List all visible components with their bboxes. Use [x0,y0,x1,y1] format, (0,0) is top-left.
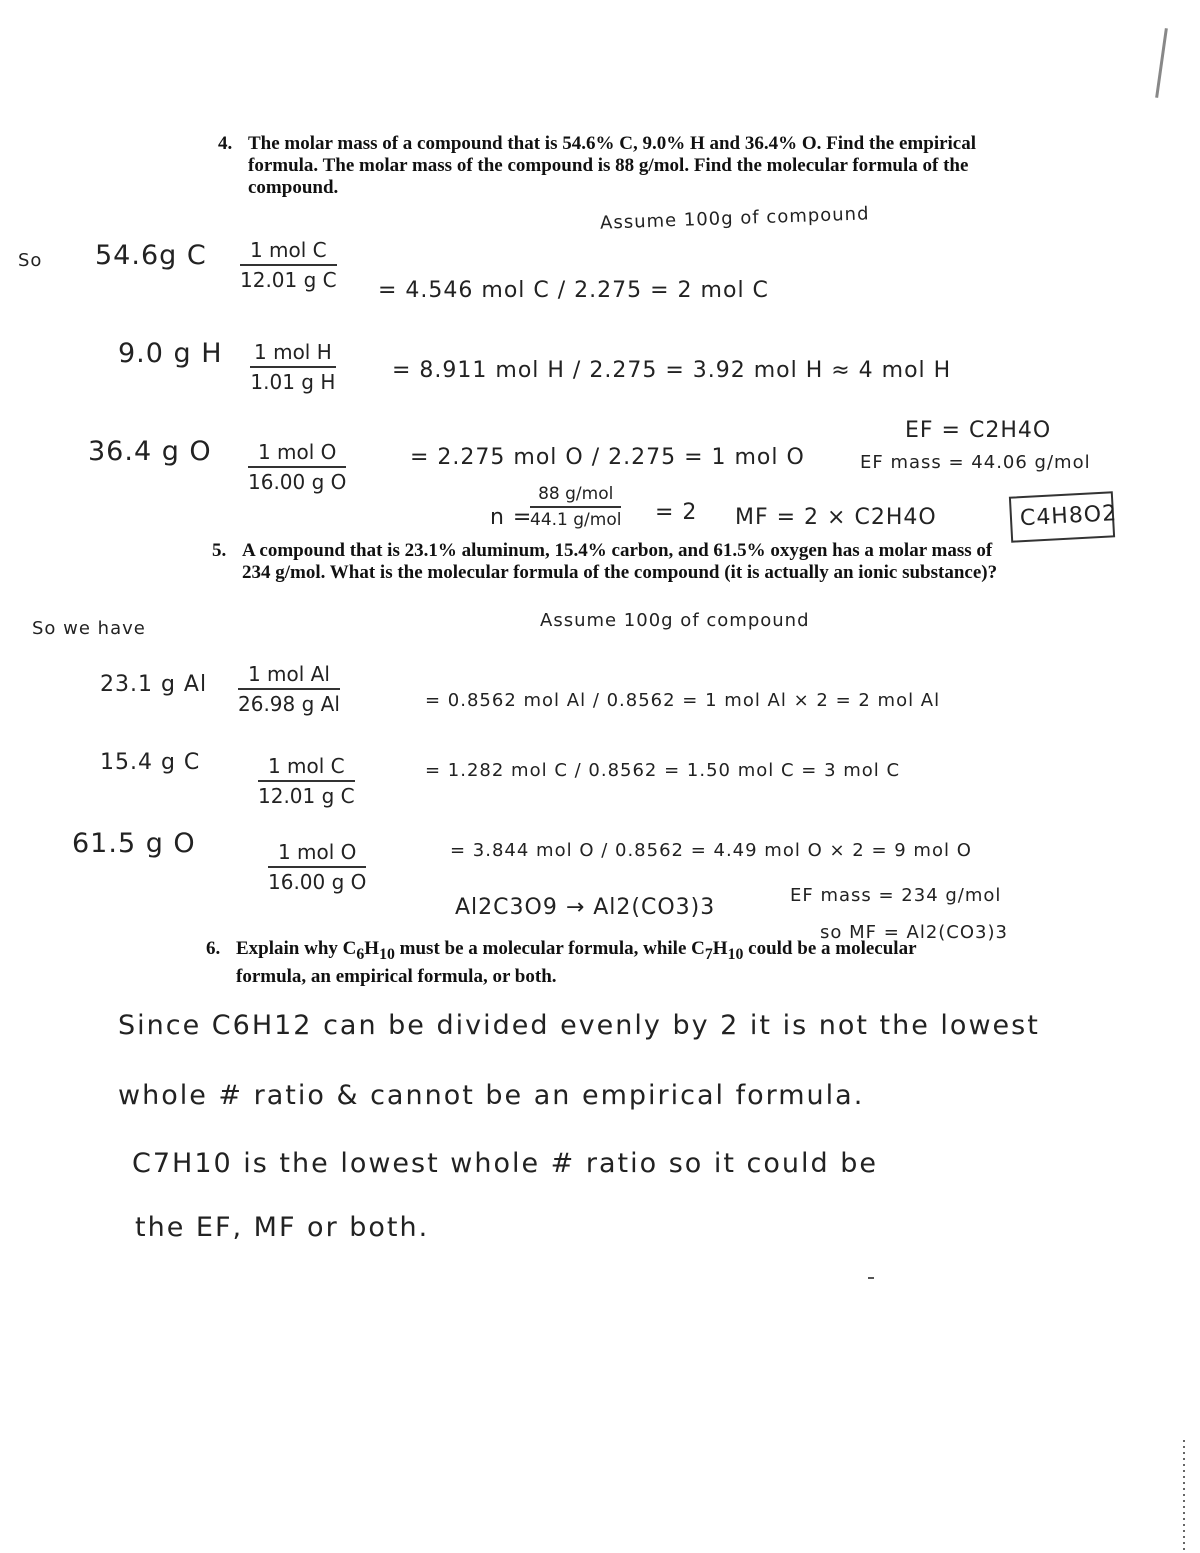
q4-h-fraction [250,340,336,394]
q4-n-fraction [530,484,621,530]
q4-o-result: = 2.275 mol O / 2.275 = 1 mol O [410,445,805,470]
q5-o-result: = 3.844 mol O / 0.8562 = 4.49 mol O × 2 = 9 mol O [450,840,972,861]
q4-assume-note: Assume 100g of compound [599,203,870,234]
q6-answer-line-2: whole # ratio & cannot be an empirical formula. [118,1080,865,1111]
question-5 [212,540,1002,584]
q5-al-fraction [238,662,340,716]
q4-o-fraction-denominator: 16.00 g O [248,470,347,494]
q4-so-label: So [18,250,43,271]
question-6-text-c: must be a molecular formula, while C [394,938,705,959]
question-6-text-d: H [712,938,728,959]
q4-c-fraction-numerator: 1 mol C [240,238,337,266]
question-6-sub-a1: 6 [356,945,365,963]
q4-c-fraction [240,238,337,292]
q4-o-fraction [248,440,346,494]
q4-n-fraction-denominator: 44.1 g/mol [530,510,622,530]
q4-c-fraction-denominator: 12.01 g C [240,268,337,292]
q6-answer-line-4: the EF, MF or both. [135,1212,430,1243]
q4-n-fraction-numerator: 88 g/mol [530,484,621,508]
q5-c-fraction [258,754,355,808]
q4-ef-mass: EF mass = 44.06 g/mol [860,452,1091,473]
q6-answer-line-3: C7H10 is the lowest whole # ratio so it could be [132,1148,879,1179]
q5-al-fraction-denominator: 26.98 g Al [238,692,340,716]
q4-n-label: n = [490,505,533,530]
question-6-number: 6. [206,938,221,959]
q5-o-fraction-denominator: 16.00 g O [268,870,367,894]
q5-molecular-formula: so MF = Al2(CO3)3 [820,922,1008,943]
q4-empirical-formula: EF = C2H4O [905,418,1052,443]
question-6-sub-a2: 10 [379,945,395,963]
q4-h-fraction-numerator: 1 mol H [250,340,336,368]
q4-c-result: = 4.546 mol C / 2.275 = 2 mol C [378,278,769,303]
q5-o-mass: 61.5 g O [72,828,196,859]
scan-speck [868,1277,874,1279]
q6-answer-line-1: Since C6H12 can be divided evenly by 2 it is not the lowest [118,1010,1040,1041]
question-6-text-b: H [364,938,380,959]
q5-o-fraction-numerator: 1 mol O [268,840,366,868]
question-4-number: 4. [218,133,233,154]
question-6-text-a: Explain why C [236,938,357,959]
q4-c-mass: 54.6g C [95,240,207,271]
q4-final-answer: C4H8O2 [1019,501,1118,532]
q4-h-result: = 8.911 mol H / 2.275 = 3.92 mol H ≈ 4 mol H [392,358,952,383]
q5-al-mass: 23.1 g Al [100,672,208,697]
q5-al-fraction-numerator: 1 mol Al [238,662,340,690]
q5-c-result: = 1.282 mol C / 0.8562 = 1.50 mol C = 3 mol C [425,760,901,781]
question-6-text-e: could be a molecular formula, an empirical formula, or both. [236,938,917,987]
question-6-sub-b1: 7 [704,945,713,963]
q5-so-we-have: So we have [32,618,146,639]
q5-c-fraction-numerator: 1 mol C [258,754,355,782]
scan-dotted-edge [1183,1440,1185,1550]
question-4-text: The molar mass of a compound that is 54.6% C, 9.0% H and 36.4% O. Find the empirical formula. The molar mass of the compound is 88 g/mol. Find the molecular formula of the compound. [248,133,977,198]
question-4 [218,133,1008,199]
q4-h-fraction-denominator: 1.01 g H [250,370,336,394]
q4-molecular-formula: MF = 2 × C2H4O [735,505,937,530]
q4-o-mass: 36.4 g O [88,436,212,467]
q5-assume-note: Assume 100g of compound [540,610,810,631]
q4-h-mass: 9.0 g H [118,338,223,369]
scan-mark-top-right [1155,28,1168,98]
q5-c-mass: 15.4 g C [100,750,201,775]
q5-ef-mass: EF mass = 234 g/mol [790,885,1002,906]
q5-formula-conversion: Al2C3O9 → Al2(CO3)3 [455,895,716,920]
question-5-text: A compound that is 23.1% aluminum, 15.4% carbon, and 61.5% oxygen has a molar mass of 234 g/mol. What is the molecular formula of the compound (it is actually an ionic substance)? [242,540,998,583]
q5-al-result: = 0.8562 mol Al / 0.8562 = 1 mol Al × 2 = 2 mol Al [425,690,941,711]
q4-o-fraction-numerator: 1 mol O [248,440,346,468]
q4-n-result: = 2 [655,500,698,525]
q5-o-fraction [268,840,366,894]
question-5-number: 5. [212,540,227,561]
q5-c-fraction-denominator: 12.01 g C [258,784,355,808]
question-6-sub-b2: 10 [727,945,744,963]
question-6 [206,938,936,988]
q4-answer-box [1009,491,1118,542]
